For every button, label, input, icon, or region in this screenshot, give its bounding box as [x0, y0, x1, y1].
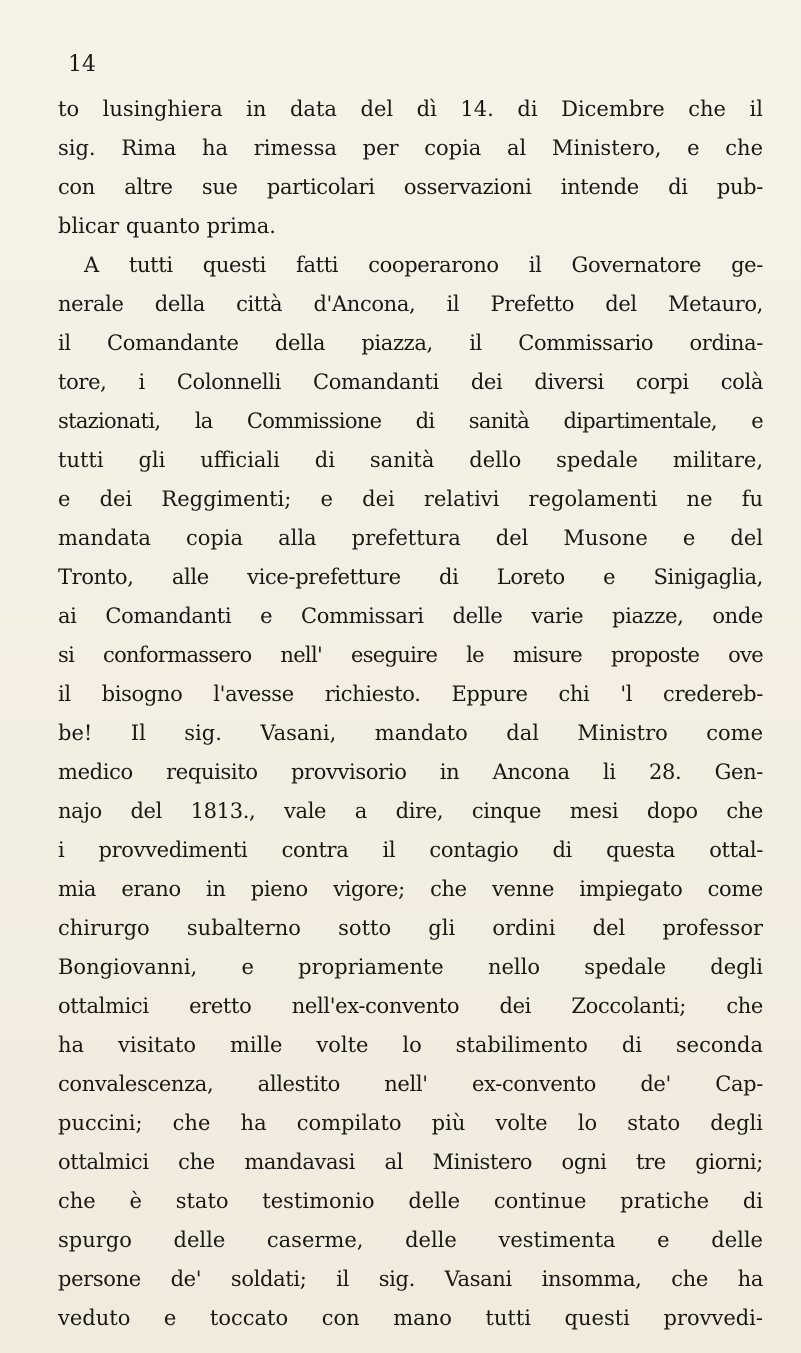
text-line: ottalmici che mandavasi al Ministero ogni tre giorni; [58, 1150, 763, 1174]
text-line: chirurgo subalterno sotto gli ordini del professor [58, 916, 763, 940]
text-line: mandata copia alla prefettura del Musone e del [58, 526, 763, 550]
text-line: puccini; che ha compilato più volte lo stato degli [58, 1111, 763, 1135]
text-line: persone de' soldati; il sig. Vasani insomma, che ha [58, 1267, 763, 1291]
text-line: convalescenza, allestito nell' ex-convento de' Cap- [58, 1072, 763, 1096]
text-line: che è stato testimonio delle continue pratiche di [58, 1189, 763, 1213]
text-line: be! Il sig. Vasani, mandato dal Ministro come [58, 721, 763, 745]
text-line: A tutti questi fatti cooperarono il Governatore ge- [84, 253, 763, 277]
text-line: stazionati, la Commissione di sanità dipartimentale, e [58, 409, 763, 433]
text-line: ottalmici eretto nell'ex-convento dei Zoccolanti; che [58, 994, 763, 1018]
text-line: tore, i Colonnelli Comandanti dei diversi corpi colà [58, 370, 763, 394]
page-number: 14 [68, 52, 96, 77]
text-line: i provvedimenti contra il contagio di questa ottal- [58, 838, 763, 862]
text-line: ai Comandanti e Commissari delle varie piazze, onde [58, 604, 763, 628]
text-line: ha visitato mille volte lo stabilimento di seconda [58, 1033, 763, 1057]
text-line: nerale della città d'Ancona, il Prefetto del Metauro, [58, 292, 763, 316]
text-line: si conformassero nell' eseguire le misure proposte ove [58, 643, 763, 667]
text-line: najo del 1813., vale a dire, cinque mesi dopo che [58, 799, 763, 823]
text-line: tutti gli ufficiali di sanità dello spedale militare, [58, 448, 763, 472]
text-line: sig. Rima ha rimessa per copia al Ministero, e che [58, 136, 763, 160]
text-line: blicar quanto prima. [58, 214, 276, 238]
text-line: medico requisito provvisorio in Ancona li 28. Gen- [58, 760, 763, 784]
text-line: Tronto, alle vice-prefetture di Loreto e Sinigaglia, [58, 565, 763, 589]
text-line: spurgo delle caserme, delle vestimenta e delle [58, 1228, 763, 1252]
text-line: il Comandante della piazza, il Commissario ordina- [58, 331, 763, 355]
text-line: e dei Reggimenti; e dei relativi regolamenti ne fu [58, 487, 763, 511]
text-line: il bisogno l'avesse richiesto. Eppure chi 'l credereb- [58, 682, 763, 706]
text-line: Bongiovanni, e propriamente nello spedale degli [58, 955, 763, 979]
text-line: to lusinghiera in data del dì 14. di Dicembre che il [58, 97, 763, 121]
text-line: mia erano in pieno vigore; che venne impiegato come [58, 877, 763, 901]
body-text [58, 90, 763, 1338]
text-line: con altre sue particolari osservazioni intende di pub- [58, 175, 763, 199]
text-line: veduto e toccato con mano tutti questi provvedi- [58, 1306, 763, 1330]
